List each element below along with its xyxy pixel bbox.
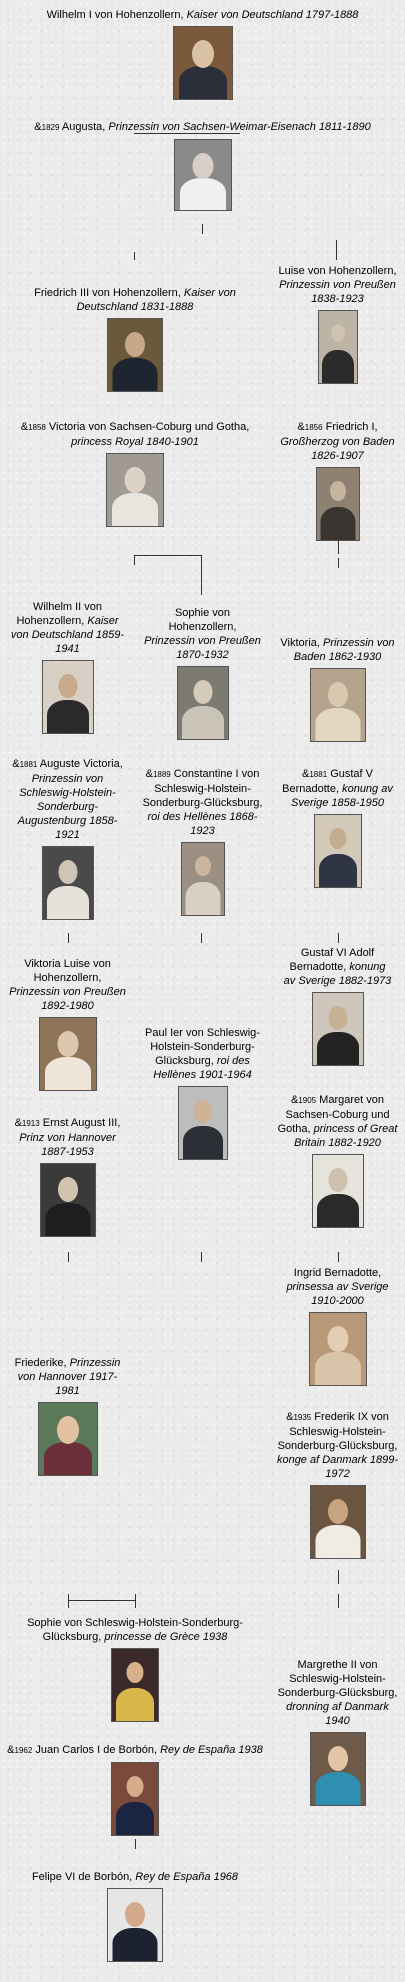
person-title: dronning af Danmark 1940	[286, 1701, 389, 1727]
portrait-photo[interactable]	[312, 1154, 364, 1228]
person-title: Prinzessin von Preußen 1892-1980	[9, 986, 126, 1012]
person-title: konung av Sverige 1858-1950	[291, 783, 393, 809]
person-title: Großherzog von Baden 1826-1907	[280, 436, 395, 462]
person-juancarlos	[5, 1743, 265, 1836]
marriage-marker: &	[12, 758, 20, 770]
portrait-head	[57, 1416, 79, 1444]
portrait-head	[195, 856, 211, 876]
marriage-year: 1935	[293, 1413, 312, 1422]
portrait-photo[interactable]	[39, 1017, 97, 1091]
person-label[interactable]	[10, 286, 260, 314]
portrait-photo[interactable]	[318, 310, 358, 384]
portrait-photo[interactable]	[38, 1402, 98, 1476]
marriage-marker: &	[20, 421, 29, 433]
portrait-head	[125, 332, 145, 357]
portrait-body	[179, 66, 227, 99]
portrait-body	[116, 1802, 154, 1835]
marriage-year: 1858	[28, 423, 46, 432]
person-viktoria	[270, 636, 405, 742]
marriage-marker: &	[7, 1744, 15, 1756]
person-title: konge af Danmark 1899-1972	[276, 1454, 399, 1480]
portrait-head	[127, 1776, 144, 1797]
portrait-body	[315, 1352, 361, 1385]
portrait-body	[113, 1928, 158, 1961]
tree-connector	[134, 252, 135, 260]
portrait-photo[interactable]	[173, 26, 233, 100]
tree-connector	[202, 224, 203, 234]
person-name: Victoria von Sachsen-Coburg und Gotha,	[45, 421, 250, 433]
tree-connector	[134, 133, 240, 134]
person-name: Frederik IX von Schleswig-Holstein-Sonderburg-Glücksburg,	[277, 1411, 398, 1452]
portrait-photo[interactable]	[106, 453, 164, 527]
person-label[interactable]	[8, 757, 128, 842]
tree-connector	[135, 1594, 136, 1608]
marriage-marker: &	[290, 1094, 299, 1106]
person-name: Juan Carlos I de Borbón,	[32, 1744, 161, 1756]
portrait-body	[47, 886, 89, 919]
portrait-photo[interactable]	[312, 992, 364, 1066]
portrait-photo[interactable]	[314, 814, 362, 888]
person-label[interactable]	[275, 1266, 400, 1308]
portrait-head	[328, 1168, 347, 1192]
person-name: Auguste Victoria,	[37, 758, 123, 770]
marriage-year: 1881	[19, 760, 38, 769]
marriage-marker: &	[14, 1117, 22, 1129]
portrait-head	[58, 1177, 78, 1202]
person-title: Rey de España 1938	[160, 1744, 263, 1756]
portrait-photo[interactable]	[42, 660, 94, 734]
person-label[interactable]	[275, 1658, 400, 1728]
portrait-body	[319, 854, 357, 887]
portrait-body	[180, 178, 226, 210]
portrait-head	[125, 467, 146, 493]
person-title: roi des Hellènes 1868-1923	[147, 811, 258, 837]
portrait-photo[interactable]	[310, 1485, 366, 1559]
person-label[interactable]	[275, 420, 400, 463]
person-name: Luise von Hohenzollern,	[278, 265, 397, 277]
person-title: Prinzessin von Sachsen-Weimar-Eisenach 1811-1890	[108, 121, 371, 133]
portrait-body	[116, 1688, 154, 1721]
marriage-marker: &	[34, 121, 42, 133]
person-felipe	[5, 1870, 265, 1962]
person-paul	[135, 1026, 270, 1160]
person-name: Augusta,	[59, 121, 109, 133]
portrait-body	[315, 1772, 360, 1805]
person-title: konung av Sverige 1882-1973	[283, 961, 392, 987]
person-ernst	[5, 1116, 130, 1237]
person-title: princesse de Grèce 1938	[104, 1631, 228, 1643]
marriage-year: 1913	[21, 1119, 40, 1128]
tree-connector	[135, 1839, 136, 1849]
portrait-body	[315, 1525, 360, 1558]
portrait-photo[interactable]	[316, 467, 360, 541]
person-title: Kaiser von Deutschland 1797-1888	[186, 9, 359, 21]
tree-connector	[338, 933, 339, 943]
marriage-marker: &	[286, 1411, 294, 1423]
person-margrethe	[270, 1658, 405, 1806]
person-title: Prinzessin von Schleswig-Holstein-Sonderburg-Augustenburg 1858-1921	[17, 773, 118, 841]
portrait-head	[328, 1746, 348, 1771]
person-label[interactable]	[8, 1116, 128, 1159]
tree-connector	[201, 1252, 202, 1262]
person-name: Friederike,	[14, 1357, 70, 1369]
person-label[interactable]	[275, 1410, 400, 1481]
person-title: princess of Great Britain 1882-1920	[294, 1123, 398, 1149]
person-name: Friedrich III von Hohenzollern,	[34, 287, 184, 299]
person-gustaf5	[270, 767, 405, 888]
person-margaret	[270, 1093, 405, 1228]
marriage-year: 1889	[152, 770, 171, 779]
portrait-body	[113, 358, 158, 391]
person-label[interactable]	[278, 264, 398, 306]
portrait-body	[45, 1057, 91, 1090]
person-wilhelm2	[5, 600, 130, 734]
person-name: Wilhelm I von Hohenzollern,	[46, 9, 187, 21]
tree-connector	[338, 1570, 339, 1584]
marriage-year: 1962	[14, 1746, 33, 1755]
marriage-year: 1905	[298, 1096, 317, 1105]
person-auguste	[5, 757, 130, 920]
person-constantine	[135, 767, 270, 916]
person-sophiegr	[5, 1616, 265, 1722]
portrait-body	[47, 700, 89, 733]
person-label[interactable]	[5, 8, 400, 22]
person-title: Prinz von Hannover 1887-1953	[19, 1132, 116, 1158]
portrait-photo[interactable]	[107, 318, 163, 392]
person-label[interactable]	[5, 1743, 265, 1758]
tree-connector	[338, 1252, 339, 1262]
marriage-year: 1856	[304, 423, 323, 432]
portrait-body	[315, 708, 360, 741]
portrait-head	[327, 1326, 348, 1352]
person-title: Prinzessin von Preußen 1870-1932	[144, 635, 261, 661]
person-label[interactable]	[10, 1356, 125, 1398]
portrait-body	[320, 507, 355, 540]
person-label[interactable]	[275, 767, 400, 810]
person-friedrich1	[270, 420, 405, 541]
portrait-photo[interactable]	[177, 666, 229, 740]
person-name: Paul Ier von Schleswig-Holstein-Sonderburg-Glücksburg,	[145, 1027, 260, 1067]
portrait-body	[182, 706, 224, 739]
person-sophie	[135, 606, 270, 740]
person-label[interactable]	[275, 1093, 400, 1150]
person-viktorialuise	[5, 957, 130, 1091]
portrait-photo[interactable]	[309, 1312, 367, 1386]
person-title: Rey de España 1968	[135, 1871, 239, 1883]
person-name: Ingrid Bernadotte,	[293, 1267, 382, 1279]
person-name: Viktoria Luise von Hohenzollern,	[24, 958, 111, 984]
portrait-photo[interactable]	[107, 1888, 163, 1962]
person-title: princess Royal 1840-1901	[71, 436, 199, 448]
portrait-head	[57, 1031, 78, 1057]
marriage-marker: &	[297, 421, 305, 433]
portrait-head	[328, 1499, 348, 1524]
marriage-marker: &	[145, 768, 153, 780]
portrait-body	[45, 1203, 90, 1236]
portrait-photo[interactable]	[111, 1762, 159, 1836]
person-label[interactable]	[8, 957, 128, 1013]
person-luise	[270, 264, 405, 384]
portrait-photo[interactable]	[40, 1163, 96, 1237]
person-name: Sophie von Schleswig-Holstein-Sonderburg-Glücksburg,	[27, 1617, 243, 1643]
person-label[interactable]	[8, 600, 128, 656]
tree-connector	[201, 933, 202, 943]
portrait-body	[317, 1032, 359, 1065]
person-name: Margrethe II von Schleswig-Holstein-Sonderburg-Glücksburg,	[277, 1659, 398, 1699]
tree-connector	[68, 1600, 135, 1601]
person-label[interactable]	[275, 636, 400, 664]
person-title: Prinzessin von Baden 1862-1930	[293, 637, 395, 663]
person-wilhelm1	[5, 8, 400, 100]
portrait-body	[183, 1126, 223, 1159]
person-label[interactable]	[143, 606, 263, 662]
portrait-photo[interactable]	[178, 1086, 228, 1160]
tree-connector	[134, 555, 135, 565]
person-ingrid	[270, 1266, 405, 1386]
person-name: Felipe VI de Borbón,	[31, 1871, 136, 1883]
person-name: Constantine I von Schleswig-Holstein-Sonderburg-Glücksburg,	[142, 768, 263, 809]
portrait-head	[58, 860, 77, 884]
person-label[interactable]	[138, 1026, 268, 1082]
tree-connector	[336, 240, 337, 260]
portrait-photo[interactable]	[111, 1648, 159, 1722]
person-label[interactable]	[8, 1616, 263, 1644]
portrait-head	[328, 1006, 347, 1030]
tree-connector	[134, 555, 201, 556]
tree-connector	[68, 1252, 69, 1262]
portrait-head	[192, 40, 214, 68]
person-name: Ernst August III,	[39, 1117, 121, 1129]
person-title: Prinzessin von Hannover 1917-1981	[17, 1357, 121, 1397]
person-name: Friedrich I,	[322, 421, 378, 433]
person-name: Gustaf V Bernadotte,	[282, 768, 373, 795]
person-friedrich3	[10, 286, 260, 392]
tree-connector	[68, 1594, 69, 1602]
marriage-marker: &	[302, 768, 310, 780]
tree-connector	[338, 1594, 339, 1608]
person-title: Kaiser von Deutschland 1859-1941	[10, 615, 125, 655]
tree-connector	[68, 933, 69, 943]
person-label[interactable]	[283, 946, 393, 988]
person-name: Viktoria,	[280, 637, 324, 649]
portrait-photo[interactable]	[310, 1732, 366, 1806]
portrait-head	[330, 481, 346, 501]
portrait-body	[44, 1442, 92, 1475]
marriage-year: 1829	[41, 123, 60, 132]
tree-connector	[338, 540, 339, 554]
person-friederike	[5, 1356, 130, 1476]
portrait-body	[322, 350, 354, 383]
person-title: prinsessa av Sverige 1910-2000	[286, 1281, 389, 1307]
portrait-photo[interactable]	[42, 846, 94, 920]
portrait-photo[interactable]	[181, 842, 225, 916]
portrait-body	[112, 493, 158, 526]
person-title: roi des Hellènes 1901-1964	[153, 1055, 252, 1081]
portrait-body	[185, 882, 220, 915]
portrait-body	[317, 1194, 359, 1227]
portrait-head	[194, 1100, 212, 1123]
person-name: Wilhelm II von Hohenzollern,	[16, 601, 103, 627]
person-victoria	[5, 420, 265, 527]
portrait-photo[interactable]	[310, 668, 366, 742]
portrait-head	[328, 682, 348, 707]
person-label[interactable]	[138, 767, 268, 838]
person-name: Sophie von Hohenzollern,	[168, 607, 237, 633]
portrait-head	[193, 680, 212, 704]
person-label[interactable]	[5, 1870, 265, 1884]
portrait-photo[interactable]	[174, 139, 232, 211]
person-name: Gustaf VI Adolf Bernadotte,	[289, 947, 375, 973]
portrait-head	[192, 153, 213, 179]
person-title: Kaiser von Deutschland 1831-1888	[76, 287, 236, 313]
person-title: Prinzessin von Preußen 1838-1923	[279, 279, 396, 305]
person-gustaf6	[270, 946, 405, 1066]
tree-connector	[338, 558, 339, 568]
portrait-head	[58, 674, 77, 698]
tree-connector	[201, 555, 202, 595]
portrait-head	[125, 1902, 145, 1927]
marriage-year: 1881	[309, 770, 328, 779]
portrait-head	[127, 1662, 144, 1683]
portrait-head	[329, 828, 346, 849]
person-frederik9	[270, 1410, 405, 1559]
portrait-head	[331, 324, 345, 342]
person-label[interactable]	[5, 420, 265, 449]
person-name: Margaret von Sachsen-Coburg und Gotha,	[277, 1094, 390, 1135]
